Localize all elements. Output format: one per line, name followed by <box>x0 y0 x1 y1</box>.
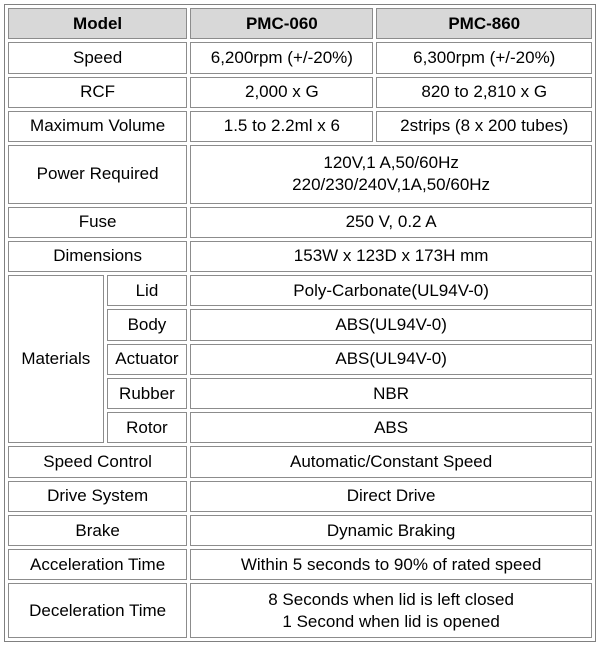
materials-value-rubber: NBR <box>190 378 592 409</box>
max-volume-pmc-860: 2strips (8 x 200 tubes) <box>376 111 592 142</box>
rcf-pmc-060: 2,000 x G <box>190 77 373 108</box>
power-line-1: 120V,1 A,50/60Hz <box>323 153 459 173</box>
speed-control-label: Speed Control <box>8 446 187 477</box>
header-row <box>8 8 592 39</box>
header-model: Model <box>8 8 187 39</box>
deceleration-line-2: 1 Second when lid is opened <box>282 611 500 631</box>
max-volume-pmc-060: 1.5 to 2.2ml x 6 <box>190 111 373 142</box>
header-pmc-060: PMC-060 <box>190 8 373 39</box>
brake-value: Dynamic Braking <box>190 515 592 546</box>
row-drive-system <box>8 481 592 512</box>
header-pmc-860: PMC-860 <box>376 8 592 39</box>
fuse-value: 250 V, 0.2 A <box>190 207 592 238</box>
max-volume-label: Maximum Volume <box>8 111 187 142</box>
row-speed <box>8 42 592 73</box>
materials-part-actuator: Actuator <box>107 344 188 375</box>
speed-pmc-060: 6,200rpm (+/-20%) <box>190 42 373 73</box>
speed-control-value: Automatic/Constant Speed <box>190 446 592 477</box>
row-brake <box>8 515 592 546</box>
materials-value-body: ABS(UL94V-0) <box>190 309 592 340</box>
rcf-pmc-860: 820 to 2,810 x G <box>376 77 592 108</box>
row-speed-control <box>8 446 592 477</box>
dimensions-value: 153W x 123D x 173H mm <box>190 241 592 272</box>
power-line-2: 220/230/240V,1A,50/60Hz <box>292 175 491 195</box>
row-max-volume <box>8 111 592 142</box>
materials-value-lid: Poly-Carbonate(UL94V-0) <box>190 275 592 306</box>
speed-label: Speed <box>8 42 187 73</box>
acceleration-label: Acceleration Time <box>8 549 187 580</box>
speed-pmc-860: 6,300rpm (+/-20%) <box>376 42 592 73</box>
brake-label: Brake <box>8 515 187 546</box>
fuse-label: Fuse <box>8 207 187 238</box>
spec-table <box>4 4 596 642</box>
power-label: Power Required <box>8 145 187 204</box>
materials-label: Materials <box>8 275 104 443</box>
power-value <box>190 145 592 204</box>
row-acceleration <box>8 549 592 580</box>
deceleration-line-1: 8 Seconds when lid is left closed <box>268 589 514 609</box>
row-materials-lid <box>8 275 592 306</box>
acceleration-value: Within 5 seconds to 90% of rated speed <box>190 549 592 580</box>
materials-part-body: Body <box>107 309 188 340</box>
row-dimensions <box>8 241 592 272</box>
materials-part-lid: Lid <box>107 275 188 306</box>
drive-system-label: Drive System <box>8 481 187 512</box>
materials-part-rotor: Rotor <box>107 412 188 443</box>
materials-value-actuator: ABS(UL94V-0) <box>190 344 592 375</box>
dimensions-label: Dimensions <box>8 241 187 272</box>
drive-system-value: Direct Drive <box>190 481 592 512</box>
materials-part-rubber: Rubber <box>107 378 188 409</box>
row-power <box>8 145 592 204</box>
deceleration-label: Deceleration Time <box>8 583 187 638</box>
row-fuse <box>8 207 592 238</box>
row-deceleration <box>8 583 592 638</box>
materials-value-rotor: ABS <box>190 412 592 443</box>
rcf-label: RCF <box>8 77 187 108</box>
deceleration-value <box>190 583 592 638</box>
row-rcf <box>8 77 592 108</box>
